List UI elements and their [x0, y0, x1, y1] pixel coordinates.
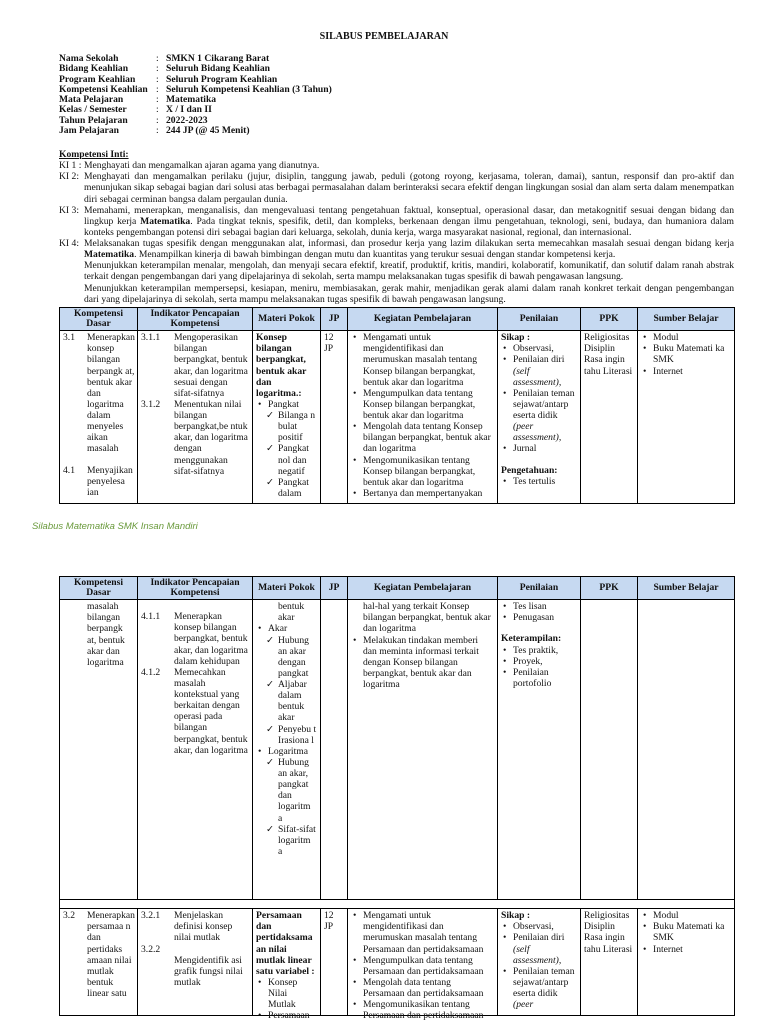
header-kompetensi-dasar: Kompetensi Dasar: [60, 308, 138, 331]
kegiatan-cell: hal-hal yang terkait Konsep bilangan berpangkat, bentuk akar dan logaritma • Melakukan tindakan memberi dan meminta informasi terkait dengan Konsep bilangan berpangkat, bentuk akar dan logaritma: [348, 600, 498, 900]
indikator-cell: 4.1.1 Menerapkan konsep bilangan berpangkat, bentuk akar, dan logaritma dalam kehidupan 4.1.2 Memecahkan masalah kontekstual yang berkaitan dengan operasi pada bilangan berpangkat, bentuk akar, dan logaritma: [138, 600, 253, 900]
penilaian-cell: Sikap : • Observasi, • Penilaian diri (self assessment), • Penilaian teman sejawat/antarp eserta didik (peer assessment), • Jurnal Pengetahuan: • Tes tertulis: [498, 331, 581, 504]
list-item: • Buku Matemati ka SMK: [653, 921, 731, 943]
sumber-cell: [638, 600, 735, 900]
info-row: [59, 115, 332, 125]
info-label: Kompetensi Keahlian: [59, 83, 148, 95]
table-header-row: [60, 308, 735, 331]
ki-item: KI 3: Memahami, menerapkan, menganalisis, dan mengevaluasi tentang pengetahuan faktual, konseptual, operasional dasar, dan metakognitif sesuai dengan bidang dan lingkup kerja Matematika. Pada tingkat teknis, spesifik, detil, dan kompleks, berkenaan dengan ilmu pengetahuan, teknologi, seni, budaya, dan humaniora dalam konteks pengembangan potensi diri sebagai bagian dari keluarga, sekolah, dunia kerja, warga masyarakat nasional, regional, dan internasional.: [59, 204, 734, 238]
list-item: • Mengumpulkan data tentang Konsep bilangan berpangkat, bentuk akar dan logaritma: [363, 388, 494, 421]
list-item: • Bertanya dan mempertanyakan: [363, 488, 494, 499]
info-value: SMKN 1 Cikarang Barat: [166, 53, 270, 64]
list-item: • Mengomunikasikan tentang Persamaan dan pertidaksamaan: [363, 999, 494, 1021]
header-indikator: Indikator Pencapaian Kompetensi: [138, 577, 253, 600]
header-materi-pokok: Materi Pokok: [253, 577, 321, 600]
kd-cell: 3.2 Menerapkan persamaa n dan pertidaks amaan nilai mutlak bentuk linear satu: [60, 909, 138, 1016]
table-row: [60, 909, 735, 1016]
info-colon: :: [156, 94, 159, 106]
list-item: • Konsep Nilai Mutlak: [268, 977, 317, 1010]
info-value: 2022-2023: [166, 114, 208, 126]
info-colon: :: [156, 114, 159, 126]
ki-item: KI 2: Menghayati dan mengamalkan perilaku (jujur, disiplin, tanggung jawab, peduli (gotong royong, kerjasama, toleran, damai), santun, responsif dan pro-aktif dan menunjukan sikap sebagai bagian dari solusi atas berbagai permasalahan dalam berinteraksi secara efektif dengan lingkungan sosial dan alam serta dalam menempatkan diri sebagai cerminan bangsa dalam pergaulan dunia.: [59, 171, 734, 205]
header-kegiatan: Kegiatan Pembelajaran: [348, 577, 498, 600]
syllabus-table-part1: [59, 307, 735, 504]
info-label: Mata Pelajaran: [59, 94, 124, 106]
list-item: • Penilaian teman sejawat/antarp eserta didik (peer: [513, 966, 577, 1011]
school-info-block: [59, 53, 332, 135]
header-sumber-belajar: Sumber Belajar: [638, 577, 735, 600]
header-kompetensi-dasar: Kompetensi Dasar: [60, 577, 138, 600]
kegiatan-cell: [348, 331, 498, 504]
list-item: • Observasi,: [513, 343, 577, 354]
list-item: • Penugasan: [513, 612, 577, 623]
jp-cell: [321, 600, 348, 900]
jp-cell: 12 JP: [321, 909, 348, 1016]
indikator-cell: 3.1.1 Mengoperasikan bilangan berpangkat, bentuk akar, dan logaritma sesuai dengan sifat-sifatnya 3.1.2 Menentukan nilai bilangan berpangkat,be ntuk akar, dan logaritma dengan menggunakan sifat-sifatnya: [138, 331, 253, 504]
list-item: • Modul: [653, 910, 731, 921]
kompetensi-inti-block: [59, 149, 734, 305]
sumber-cell: [638, 909, 735, 1016]
info-value: Seluruh Kompetensi Keahlian (3 Tahun): [166, 83, 332, 95]
info-value: Seluruh Bidang Keahlian: [166, 63, 270, 75]
info-value: Seluruh Program Keahlian: [166, 73, 278, 85]
penilaian-cell: • Tes lisan • Penugasan Keterampilan: • Tes praktik, • Proyek, • Penilaian portofolio: [498, 600, 581, 900]
info-row: [59, 63, 332, 73]
info-colon: :: [156, 73, 159, 85]
list-item: ✓ Sifat-sifat logaritm a: [278, 824, 317, 857]
info-row: [59, 125, 332, 135]
kd-cell: masalah bilangan berpangk at, bentuk akar dan logaritma: [60, 600, 138, 900]
info-colon: :: [156, 104, 159, 116]
list-item: • Modul: [653, 332, 731, 343]
materi-cell: Persamaan dan pertidaksama an nilai mutlak linear satu variabel : • Konsep Nilai Mutlak • Persamaan: [253, 909, 321, 1016]
ki-heading: Kompetensi Inti:: [59, 149, 129, 160]
ppk-cell: Religiositas Disiplin Rasa ingin tahu Literasi: [581, 331, 638, 504]
list-item: ✓ Pangkat nol dan negatif: [278, 443, 317, 476]
list-item: • Penilaian portofolio: [513, 667, 577, 689]
list-item: • Buku Matemati ka SMK: [653, 343, 731, 365]
list-item: • Mengolah data tentang Persamaan dan pertidaksamaan: [363, 977, 494, 999]
list-item: • Melakukan tindakan memberi dan meminta informasi terkait dengan Konsep bilangan berpangkat, bentuk akar dan logaritma: [363, 635, 494, 691]
list-item: • Mengomunikasikan tentang Konsep bilangan berpangkat, bentuk akar dan logaritma: [363, 455, 494, 488]
ppk-cell: Religiositas Disiplin Rasa ingin tahu Literasi: [581, 909, 638, 1016]
list-item: • Logaritma: [268, 746, 317, 757]
list-item: • Observasi,: [513, 921, 577, 932]
info-label: Nama Sekolah: [59, 53, 119, 64]
list-item: • Penilaian teman sejawat/antarp eserta didik (peer assessment),: [513, 388, 577, 444]
header-indikator: Indikator Pencapaian Kompetensi: [138, 308, 253, 331]
header-penilaian: Penilaian: [498, 577, 581, 600]
syllabus-table-part2: [59, 576, 735, 1022]
list-item: • Penilaian diri (self assessment),: [513, 354, 577, 387]
info-row: [59, 94, 332, 104]
ki-item: KI 1 : Menghayati dan mengamalkan ajaran agama yang dianutnya.: [59, 160, 320, 172]
page-footer: Silabus Matematika SMK Insan Mandiri: [32, 521, 198, 532]
indikator-cell: 3.2.1 Menjelaskan definisi konsep nilai mutlak 3.2.2 Mengidentifik asi grafik fungsi nilai mutlak: [138, 909, 253, 1016]
header-jp: JP: [321, 577, 348, 600]
info-colon: :: [156, 53, 159, 64]
header-materi-pokok: Materi Pokok: [253, 308, 321, 331]
info-row: [59, 84, 332, 94]
info-label: Bidang Keahlian: [59, 63, 129, 75]
jp-cell: 12 JP: [321, 331, 348, 504]
info-row: [59, 104, 332, 114]
header-kegiatan: Kegiatan Pembelajaran: [348, 308, 498, 331]
kd-cell: 3.1 Menerapkan konsep bilangan berpangk at, bentuk akar dan logaritma dalam menyeles aikan masalah 4.1 Menyajikan penyelesa ian: [60, 331, 138, 504]
materi-cell: Konsep bilangan berpangkat, bentuk akar dan logaritma.: • Pangkat ✓ Bilanga n bulat positif ✓ Pangkat nol dan negatif ✓ Pangkat dalam: [253, 331, 321, 504]
ki-extra-text: Menunjukkan keterampilan mempersepsi, kesiapan, meniru, membiasakan, gerak mahir, menjadikan gerak alami dalam ranah konkret terkait dengan pengembangan dari yang dipelajarinya di sekolah, serta mampu melaksanakan tugas spesifik di bawah pengawasan langsung.: [84, 282, 734, 305]
penilaian-cell: Sikap : • Observasi, • Penilaian diri (self assessment), • Penilaian teman sejawat/antarp eserta didik (peer: [498, 909, 581, 1016]
header-jp: JP: [321, 308, 348, 331]
list-item: • Proyek,: [513, 656, 577, 667]
ki-extra-text: Menunjukkan keterampilan menalar, mengolah, dan menyaji secara efektif, kreatif, produktif, kritis, mandiri, kolaboratif, komunikatif, dan solutif dalam ranah abstrak terkait dengan pengembangan dari yang dipelajarinya di sekolah, serta mampu melaksanakan tugas spesifik di bawah pengawasan langsung.: [84, 260, 734, 283]
info-label: Tahun Pelajaran: [59, 114, 128, 126]
list-item: • Mengamati untuk mengidentifikasi dan merumuskan masalah tentang Konsep bilangan berpangkat, bentuk akar dan logaritma: [363, 332, 494, 388]
list-item: • Penilaian diri (self assessment),: [513, 932, 577, 965]
list-item: ✓ Pangkat dalam: [278, 477, 317, 499]
list-item: ✓ Bilanga n bulat positif: [278, 410, 317, 443]
list-item: ✓ Aljabar dalam bentuk akar: [278, 679, 317, 724]
info-value: 244 JP (@ 45 Menit): [166, 125, 250, 137]
list-item: • Tes lisan: [513, 601, 577, 612]
info-label: Program Keahlian: [59, 73, 136, 85]
list-item: • Jurnal: [513, 443, 577, 454]
list-item: • Tes tertulis: [513, 476, 577, 487]
list-item: ✓ Penyebu t Irasiona l: [278, 724, 317, 746]
info-colon: :: [156, 83, 159, 95]
table-spacer-row: [60, 900, 735, 909]
info-row: [59, 53, 332, 63]
ppk-cell: [581, 600, 638, 900]
info-label: Kelas / Semester: [59, 104, 127, 116]
header-ppk: PPK: [581, 577, 638, 600]
info-colon: :: [156, 63, 159, 75]
list-item: • Mengamati untuk mengidentifikasi dan merumuskan masalah tentang Persamaan dan pertidaksamaan: [363, 910, 494, 955]
list-item: • Mengolah data tentang Konsep bilangan berpangkat, bentuk akar dan logaritma: [363, 421, 494, 454]
info-row: [59, 74, 332, 84]
list-item: ✓ Hubung an akar dengan pangkat: [278, 635, 317, 680]
materi-cell: bentuk akar • Akar ✓ Hubung an akar dengan pangkat ✓ Aljabar dalam bentuk akar ✓ Penyebu t Irasiona l • Logaritma ✓ Hubung an akar, pangkat dan logaritm a ✓ Sifat-sifat logaritm a: [253, 600, 321, 900]
list-item: • Internet: [653, 944, 731, 955]
kegiatan-cell: [348, 909, 498, 1022]
table-header-row: [60, 577, 735, 600]
info-label: Jam Pelajaran: [59, 125, 119, 137]
header-sumber-belajar: Sumber Belajar: [638, 308, 735, 331]
ki-item: KI 4: Melaksanakan tugas spesifik dengan menggunakan alat, informasi, dan prosedur kerja yang lazim dilakukan serta memecahkan masalah sesuai dengan bidang kerja Matematika. Menampilkan kinerja di bawah bimbingan dengan mutu dan kuantitas yang terukur sesuai dengan standar kompetensi kerja.: [59, 238, 734, 261]
info-value: Matematika: [166, 94, 217, 106]
table-row: [60, 331, 735, 504]
list-item: • Internet: [653, 366, 731, 377]
info-colon: :: [156, 125, 159, 137]
list-item: ✓ Hubung an akar, pangkat dan logaritm a: [278, 757, 317, 824]
table-row: [60, 600, 735, 900]
list-item: • Mengumpulkan data tentang Persamaan dan pertidaksamaan: [363, 955, 494, 977]
header-penilaian: Penilaian: [498, 308, 581, 331]
list-item: • Akar: [268, 623, 317, 634]
info-value: X / I dan II: [166, 104, 212, 116]
header-ppk: PPK: [581, 308, 638, 331]
list-item: • Persamaan: [268, 1010, 317, 1021]
list-item: • Pangkat: [268, 399, 317, 410]
document-title: SILABUS PEMBELAJARAN: [319, 31, 449, 42]
list-item: • Tes praktik,: [513, 645, 577, 656]
sumber-cell: [638, 331, 735, 504]
